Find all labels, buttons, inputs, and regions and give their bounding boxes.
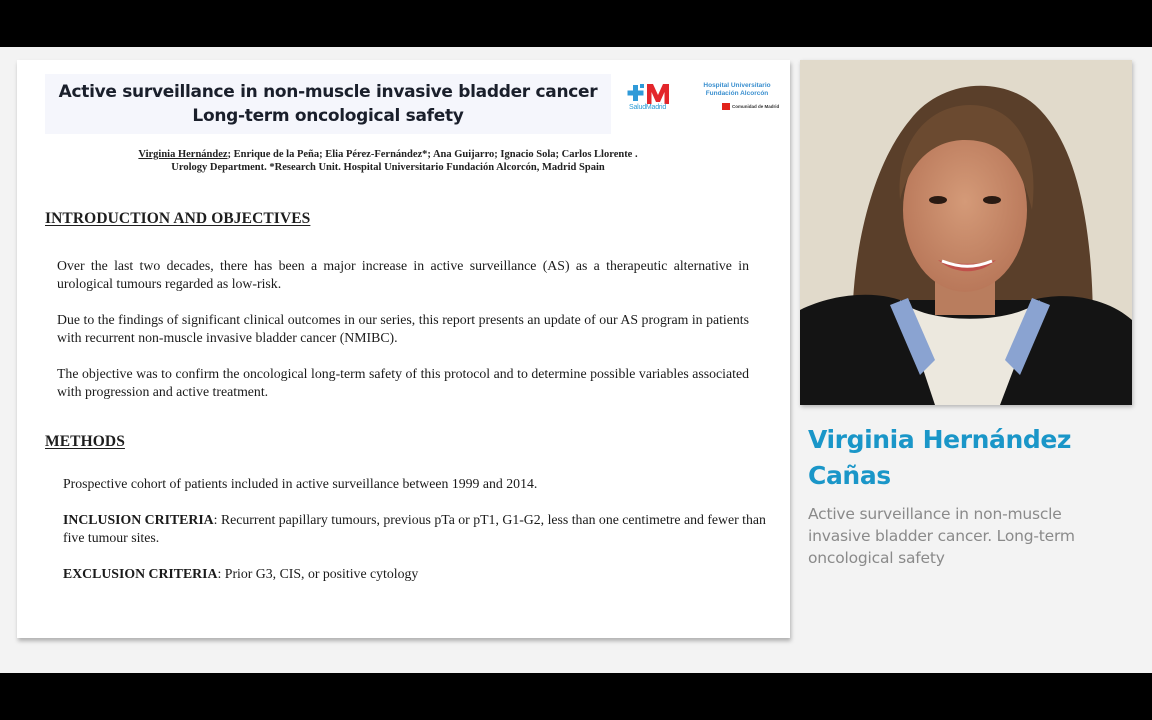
authors-line [47, 148, 729, 161]
inclusion-text: : Recurrent papillary tumours, previous pTa or pT1, G1-G2, less than one centimetre and fewer than five tumour sites. [63, 512, 766, 545]
intro-heading: INTRODUCTION AND OBJECTIVES [45, 210, 311, 227]
speaker-photo [800, 60, 1132, 405]
poster-title-line1: Active surveillance in non-muscle invasive bladder cancer [58, 82, 598, 102]
intro-paragraph-2: Due to the findings of significant clinical outcomes in our series, this report presents an update of our AS program in patients with recurrent non-muscle invasive bladder cancer (NMIBC). [57, 312, 749, 345]
talk-title: Active surveillance in non-muscle invasive bladder cancer. Long-term oncological safety [808, 505, 1075, 567]
comunidad-text: Comunidad de Madrid [732, 104, 780, 109]
title-banner [45, 74, 611, 134]
salud-madrid-logo [627, 82, 677, 114]
poster-title-line2: Long-term oncological safety [192, 106, 464, 126]
salud-madrid-text: SaludMadrid [629, 104, 667, 111]
hospital-logo [687, 82, 787, 98]
salud-madrid-icon [627, 82, 677, 106]
inclusion-criteria [63, 511, 769, 547]
presentation-stage [0, 47, 1152, 673]
affiliation: Urology Department. *Research Unit. Hospital Universitario Fundación Alcorcón, Madrid Spain [171, 162, 605, 173]
methods-cohort: Prospective cohort of patients included in active surveillance between 1999 and 2014. [63, 476, 538, 491]
comunidad-madrid-logo [722, 103, 779, 110]
inclusion-label: INCLUSION CRITERIA [63, 512, 214, 527]
hospital-name-line1: Hospital Universitario [703, 82, 771, 89]
exclusion-text: : Prior G3, CIS, or positive cytology [217, 566, 419, 581]
intro-paragraph-3: The objective was to confirm the oncological long-term safety of this protocol and to determine possible variables associated with progression and active treatment. [57, 366, 749, 399]
methods-heading: METHODS [45, 433, 125, 450]
speaker-name: Virginia Hernández Cañas [808, 425, 1072, 490]
exclusion-label: EXCLUSION CRITERIA [63, 566, 218, 581]
presenting-author: Virginia Hernández [138, 149, 228, 160]
co-authors: ; Enrique de la Peña; Elia Pérez-Fernández*; Ana Guijarro; Ignacio Sola; Carlos Llorente . [227, 149, 638, 160]
comunidad-flag-icon [722, 103, 730, 110]
poster-title [45, 80, 611, 128]
speaker-portrait-icon [800, 60, 1132, 405]
authors-block [17, 148, 729, 174]
exclusion-criteria [63, 565, 769, 583]
intro-paragraph-1: Over the last two decades, there has been a major increase in active surveillance (AS) as a therapeutic alternative in urological tumours regarded as low-risk. [57, 258, 749, 291]
poster-slide [17, 60, 790, 638]
hospital-name-line2: Fundación Alcorcón [705, 90, 769, 97]
